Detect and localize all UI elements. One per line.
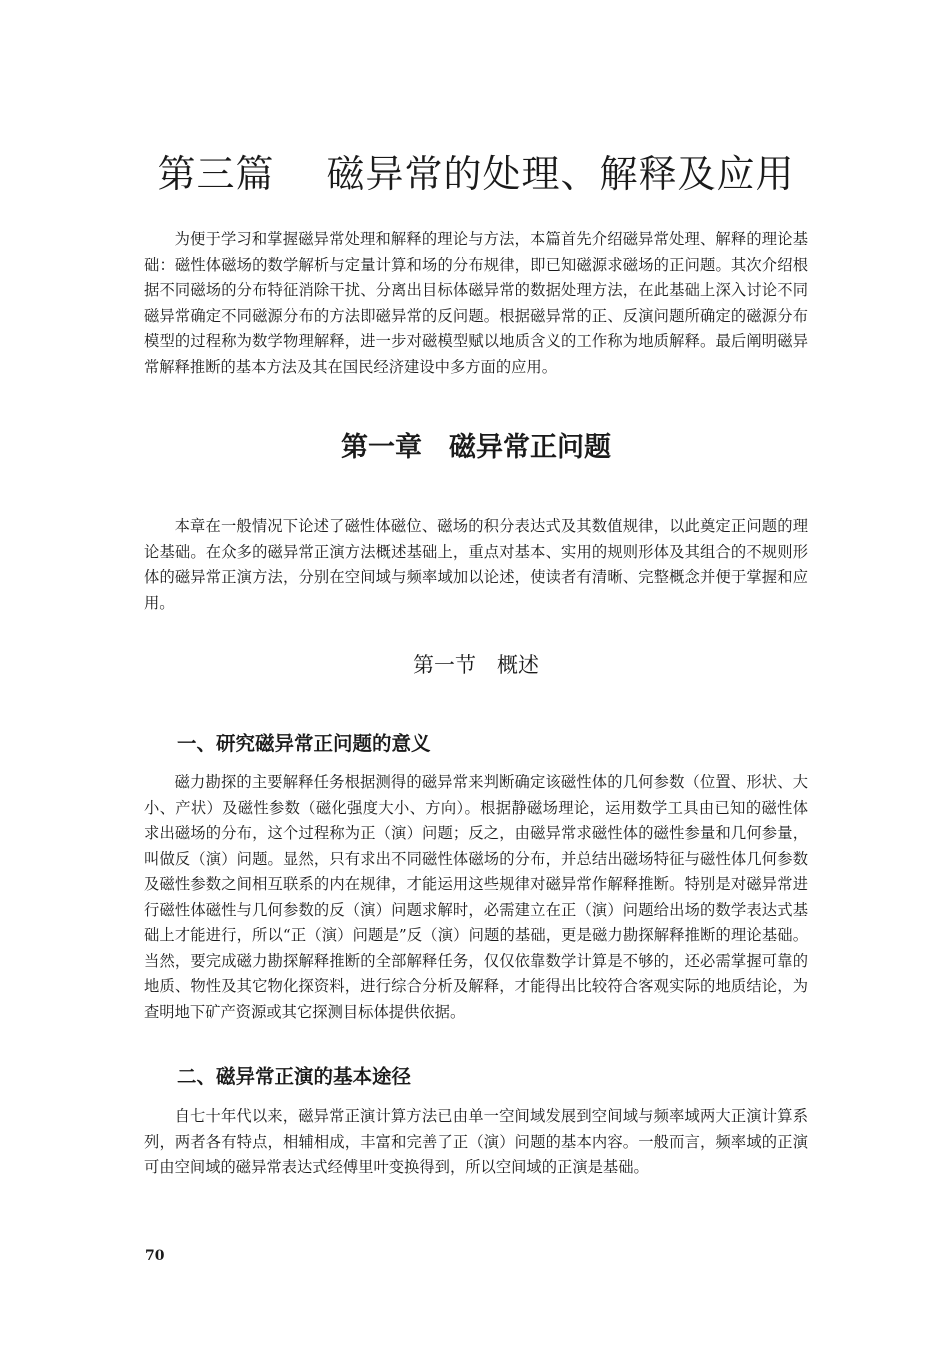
subsection-paragraph: 磁力勘探的主要解释任务根据测得的磁异常来判断确定该磁性体的几何参数（位置、形状、大小、产状）及磁性参数（磁化强度大小、方向）。根据静磁场理论，运用数学工具由已知的磁性体求出磁场的分布，这个过程称为正（演）问题；反之，由磁异常求磁性体的磁性参量和几何参量，叫做反（演）问题。显然，只有求出不同磁性体磁场的分布，并总结出磁场特征与磁性体几何参数及磁性参数之间相互联系的内在规律，才能运用这些规律对磁异常作解释推断。特别是对磁异常进行磁性体磁性与几何参数的反（演）问题求解时，必需建立在正（演）问题给出场的数学表达式基础上才能进行，所以“正（演）问题是”反（演）问题的基础，更是磁力勘探解释推断的理论基础。当然，要完成磁力勘探解释推断的全部解释任务，仅仅依靠数学计算是不够的，还必需掌握可靠的地质、物性及其它物化探资料，进行综合分析及解释，才能得出比较符合客观实际的地质结论，为查明地下矿产资源或其它探测目标体提供依据。 — [144, 773, 808, 1021]
subsection-body-significance — [144, 770, 808, 1025]
subsection-body-approach — [144, 1104, 808, 1181]
part-intro-paragraph: 为便于学习和掌握磁异常处理和解释的理论与方法，本篇首先介绍磁异常处理、解释的理论基础：磁性体磁场的数学解析与定量计算和场的分布规律，即已知磁源求磁场的正问题。其次介绍根据不同磁场的分布特征消除干扰、分离出目标体磁异常的数据处理方法，在此基础上深入讨论不同磁异常确定不同磁源分布的方法即磁异常的反问题。根据磁异常的正、反演问题所确定的磁源分布模型的过程称为数学物理解释，进一步对磁模型赋以地质含义的工作称为地质解释。最后阐明磁异常解释推断的基本方法及其在国民经济建设中多方面的应用。 — [144, 230, 808, 376]
subsection-paragraph: 自七十年代以来，磁异常正演计算方法已由单一空间域发展到空间域与频率域两大正演计算系列，两者各有特点，相辅相成，丰富和完善了正（演）问题的基本内容。一般而言，频率域的正演可由空间域的磁异常表达式经傅里叶变换得到，所以空间域的正演是基础。 — [144, 1107, 808, 1176]
subsection-heading-significance: 一、研究磁异常正问题的意义 — [177, 732, 431, 755]
section-title: 第一节 概述 — [413, 653, 539, 677]
chapter-intro — [144, 514, 808, 616]
part-title: 第三篇 磁异常的处理、解释及应用 — [157, 152, 795, 196]
page-number: 70 — [145, 1248, 165, 1264]
part-intro — [144, 227, 808, 380]
chapter-intro-paragraph: 本章在一般情况下论述了磁性体磁位、磁场的积分表达式及其数值规律，以此奠定正问题的理论基础。在众多的磁异常正演方法概述基础上，重点对基本、实用的规则形体及其组合的不规则形体的磁异常正演方法，分别在空间域与频率域加以论述，使读者有清晰、完整概念并便于掌握和应用。 — [144, 517, 808, 612]
chapter-title: 第一章 磁异常正问题 — [341, 432, 611, 463]
subsection-heading-approach: 二、磁异常正演的基本途径 — [177, 1065, 412, 1088]
